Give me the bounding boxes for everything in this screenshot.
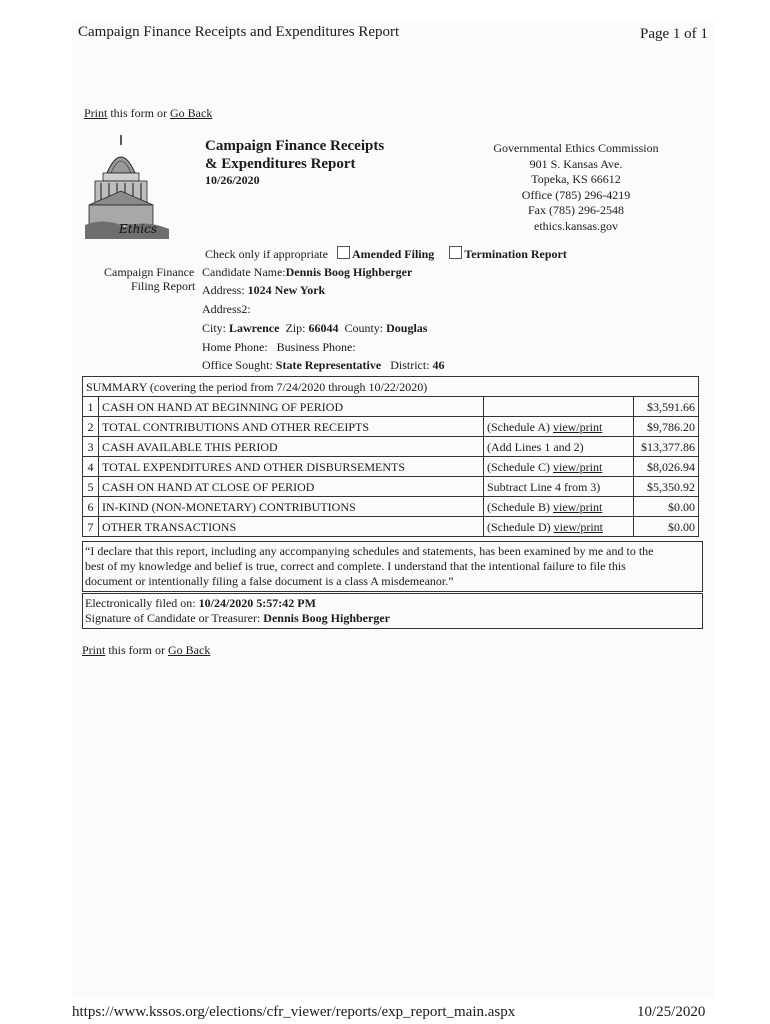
summary-line-number: 1	[83, 397, 99, 417]
top-nav	[84, 106, 212, 121]
go-back-link[interactable]: Go Back	[170, 106, 213, 120]
go-back-link-bottom[interactable]: Go Back	[168, 643, 211, 657]
print-link[interactable]: Print	[84, 106, 108, 120]
summary-heading: SUMMARY (covering the period from 7/24/2020 through 10/22/2020)	[83, 377, 699, 397]
bottom-nav	[82, 643, 210, 658]
termination-report-checkbox[interactable]	[449, 246, 462, 259]
summary-amount: $3,591.66	[634, 397, 699, 417]
summary-amount: $8,026.94	[634, 457, 699, 477]
summary-table	[82, 376, 699, 537]
summary-line-label: CASH ON HAND AT BEGINNING OF PERIOD	[99, 397, 484, 417]
summary-line-label: TOTAL EXPENDITURES AND OTHER DISBURSEMENTS	[99, 457, 484, 477]
summary-schedule: (Schedule D) view/print	[484, 517, 634, 537]
summary-schedule: (Schedule B) view/print	[484, 497, 634, 517]
view-print-link[interactable]: view/print	[552, 459, 603, 474]
office-value: State Representative	[275, 358, 382, 372]
zip-value: 66044	[308, 321, 339, 335]
declaration-line2: best of my knowledge and belief is true, correct and complete. I understand that the intentional failure to file this	[85, 559, 626, 573]
commission-name: Governmental Ethics Commission	[493, 141, 659, 155]
svg-text:Ethics: Ethics	[119, 222, 158, 236]
commission-office-phone: Office (785) 296-4219	[521, 187, 631, 202]
commission-city: Topeka, KS 66612	[531, 172, 621, 187]
commission-address	[476, 141, 676, 235]
declaration-line1: “I declare that this report, including any accompanying schedules and statements, has been examined by me and to the	[85, 544, 654, 558]
summary-line-number: 6	[83, 497, 99, 517]
summary-amount: $9,786.20	[634, 417, 699, 437]
phone-row	[202, 340, 356, 355]
candidate-name: Dennis Boog Highberger	[285, 265, 413, 279]
summary-line-label: CASH ON HAND AT CLOSE OF PERIOD	[99, 477, 484, 497]
filing-signature-box	[82, 593, 703, 629]
summary-schedule: (Schedule A) view/print	[484, 417, 634, 437]
filing-options	[205, 246, 567, 262]
summary-heading-row	[83, 377, 699, 397]
declaration-line3: document or intentionally filing a false document is a class A misdemeanor.”	[85, 574, 454, 588]
declaration-box	[82, 541, 703, 592]
report-title-line2: & Expenditures Report	[205, 156, 356, 172]
summary-line-label: CASH AVAILABLE THIS PERIOD	[99, 437, 484, 457]
filed-on-row: Electronically filed on: 10/24/2020 5:57:42 PM	[85, 596, 316, 610]
view-print-link[interactable]: view/print	[552, 499, 603, 514]
nav-text: this form or	[107, 106, 171, 120]
filed-on-value: 10/24/2020 5:57:42 PM	[198, 596, 316, 610]
amended-filing-checkbox[interactable]	[337, 246, 350, 259]
summary-schedule	[484, 397, 634, 417]
footer-date: 10/25/2020	[637, 1004, 706, 1020]
candidate-name-row: Candidate Name:Dennis Boog Highberger	[202, 265, 413, 279]
signature-value: Dennis Boog Highberger	[263, 611, 390, 625]
side-label-line2: Filing Report	[131, 279, 196, 293]
business-phone-label: Business Phone:	[276, 340, 356, 354]
termination-report-label: Termination Report	[464, 247, 567, 261]
summary-schedule: (Schedule C) view/print	[484, 457, 634, 477]
summary-amount: $0.00	[634, 517, 699, 537]
side-label-line1: Campaign Finance	[104, 265, 195, 279]
summary-row	[83, 417, 699, 437]
page-header-title: Campaign Finance Receipts and Expenditures Report	[78, 24, 400, 40]
summary-row	[83, 497, 699, 517]
commission-street: 901 S. Kansas Ave.	[529, 156, 623, 171]
summary-row	[83, 397, 699, 417]
summary-line-label: OTHER TRANSACTIONS	[99, 517, 484, 537]
summary-line-number: 2	[83, 417, 99, 437]
city-row: City: Lawrence Zip: 66044 County: Douglas	[202, 321, 428, 335]
page-number: Page 1 of 1	[640, 26, 708, 42]
address-row: Address: 1024 New York	[202, 283, 326, 297]
summary-line-number: 5	[83, 477, 99, 497]
summary-row	[83, 517, 699, 537]
district-value: 46	[432, 358, 445, 372]
summary-row	[83, 477, 699, 497]
city-value: Lawrence	[229, 321, 280, 335]
print-link-bottom[interactable]: Print	[82, 643, 106, 657]
check-label: Check only if appropriate	[205, 247, 328, 261]
summary-line-label: IN-KIND (NON-MONETARY) CONTRIBUTIONS	[99, 497, 484, 517]
view-print-link[interactable]: view/print	[552, 419, 603, 434]
office-row: Office Sought: State Representative District: 46	[202, 358, 445, 372]
summary-line-label: TOTAL CONTRIBUTIONS AND OTHER RECEIPTS	[99, 417, 484, 437]
county-value: Douglas	[386, 321, 428, 335]
capitol-ethics-emblem-icon	[85, 133, 171, 239]
summary-line-number: 7	[83, 517, 99, 537]
summary-line-number: 4	[83, 457, 99, 477]
view-print-link[interactable]: view/print	[553, 519, 603, 534]
address-value: 1024 New York	[247, 283, 326, 297]
summary-schedule: Subtract Line 4 from 3)	[484, 477, 634, 497]
amended-filing-label: Amended Filing	[351, 247, 435, 261]
commission-fax: Fax (785) 296-2548	[528, 203, 624, 218]
signature-row: Signature of Candidate or Treasurer: Dennis Boog Highberger	[85, 611, 390, 625]
nav-text-bottom: this form or	[105, 643, 169, 657]
commission-website: ethics.kansas.gov	[534, 218, 618, 233]
home-phone-label: Home Phone:	[202, 340, 268, 354]
report-title-line1: Campaign Finance Receipts	[205, 138, 385, 154]
summary-schedule: (Add Lines 1 and 2)	[484, 437, 634, 457]
summary-row	[83, 457, 699, 477]
summary-row	[83, 437, 699, 457]
summary-line-number: 3	[83, 437, 99, 457]
footer-url: https://www.kssos.org/elections/cfr_viewer/reports/exp_report_main.aspx	[72, 1004, 516, 1020]
summary-amount: $5,350.92	[634, 477, 699, 497]
report-date: 10/26/2020	[205, 173, 260, 187]
address2-row: Address2:	[202, 302, 251, 316]
summary-amount: $0.00	[634, 497, 699, 517]
summary-amount: $13,377.86	[634, 437, 699, 457]
